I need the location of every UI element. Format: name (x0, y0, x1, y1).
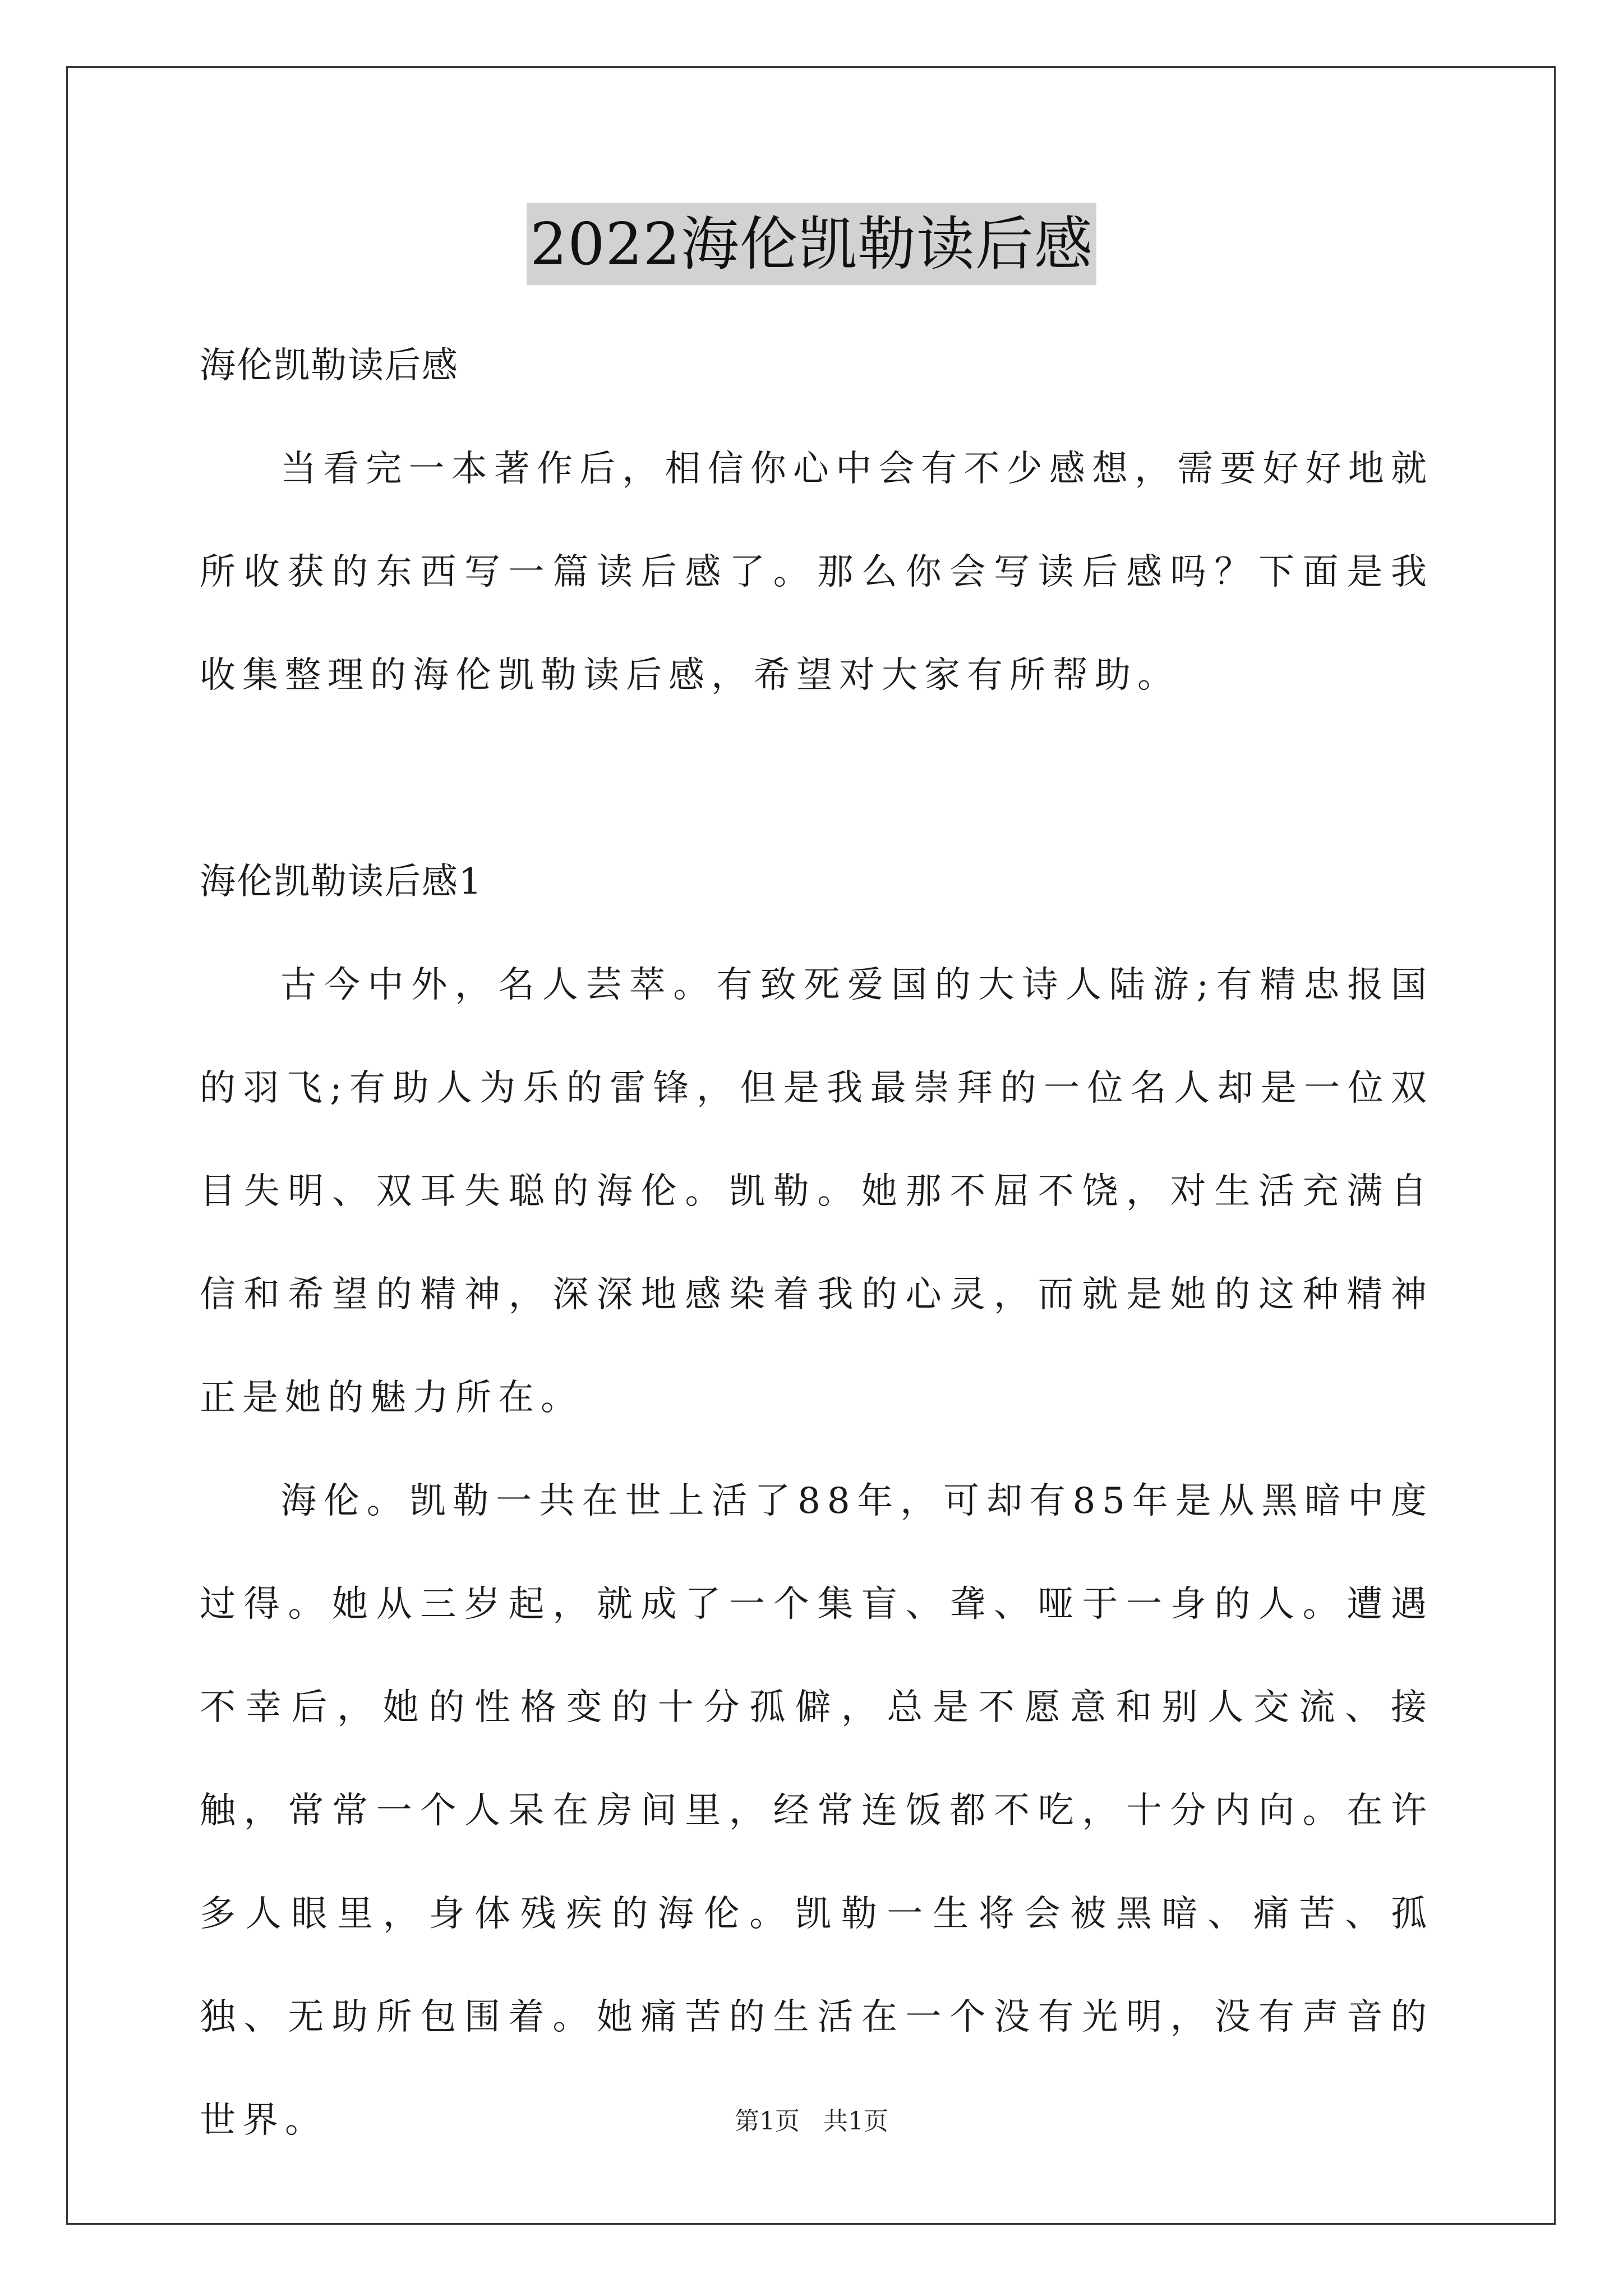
title-container (0, 203, 1623, 285)
section1-paragraph-1: 古今中外，名人芸萃。有致死爱国的大诗人陆游;有精忠报国的羽飞;有助人为乐的雷锋，但是我最崇拜的一位名人却是一位双目失明、双耳失聪的海伦。凯勒。她那不屈不饶，对生活充满自信和希望的精神，深深地感染着我的心灵，而就是她的这种精神正是她的魅力所在。 (200, 964, 1433, 1419)
document-body (200, 314, 1433, 2172)
intro-heading: 海伦凯勒读后感 (200, 345, 459, 386)
section1-heading: 海伦凯勒读后感1 (200, 861, 483, 903)
section1-paragraph-2: 海伦。凯勒一共在世上活了88年，可却有85年是从黑暗中度过得。她从三岁起，就成了一个集盲、聋、哑于一身的人。遭遇不幸后，她的性格变的十分孤僻，总是不愿意和别人交流、接触，常常一个人呆在房间里，经常连饭都不吃，十分内向。在许多人眼里，身体残疾的海伦。凯勒一生将会被黑暗、痛苦、孤独、无助所包围着。她痛苦的生活在一个没有光明，没有声音的世界。 (200, 1480, 1433, 2141)
section-spacer (200, 727, 1433, 830)
document-title: 2022海伦凯勒读后感 (527, 203, 1096, 285)
intro-paragraph: 当看完一本著作后，相信你心中会有不少感想，需要好好地就所收获的东西写一篇读后感了。那么你会写读后感吗？下面是我收集整理的海伦凯勒读后感，希望对大家有所帮助。 (200, 448, 1433, 696)
page-footer: 第1页 共1页 (735, 2107, 888, 2136)
